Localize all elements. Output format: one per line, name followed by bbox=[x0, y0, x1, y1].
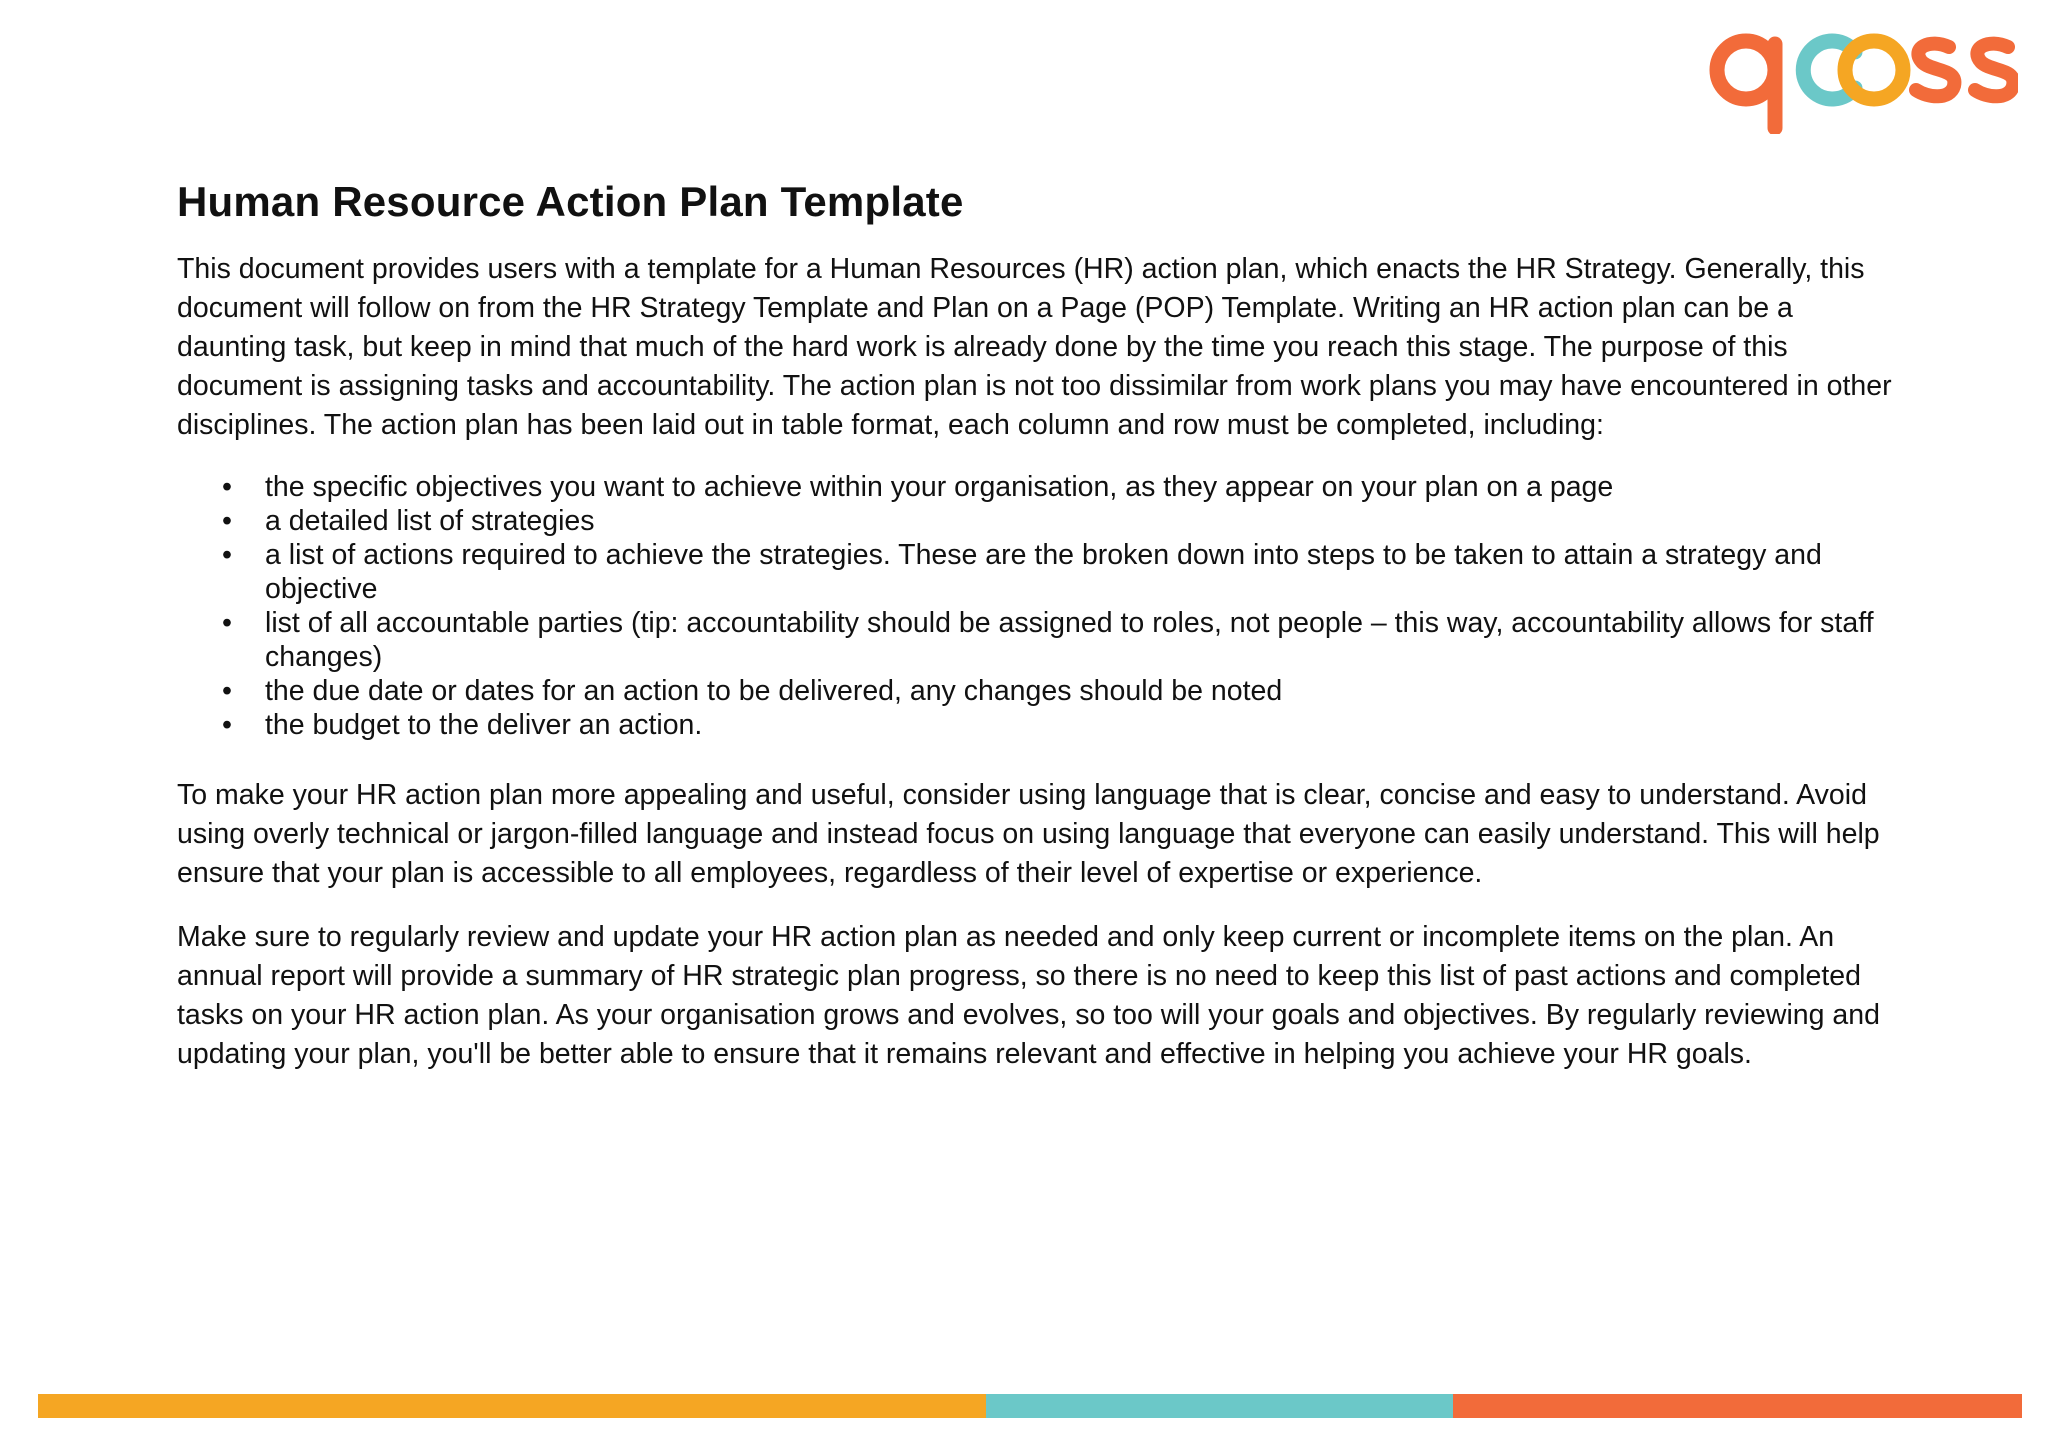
list-item-text: the budget to the deliver an action. bbox=[265, 709, 703, 741]
requirements-list bbox=[177, 470, 1897, 742]
list-item-text: a list of actions required to achieve the strategies. These are the broken down into steps to be taken to attain a strategy and objective bbox=[265, 539, 1822, 605]
intro-paragraph: This document provides users with a template for a Human Resources (HR) action plan, which enacts the HR Strategy. Generally, this document will follow on from the HR Strategy Template and Plan on a Page (POP) Template. Writing an HR action plan can be a daunting task, but keep in mind that much of the hard work is already done by the time you reach this stage. The purpose of this document is assigning tasks and accountability. The action plan is not too dissimilar from work plans you may have encountered in other disciplines. The action plan has been laid out in table format, each column and row must be completed, including: bbox=[177, 253, 1892, 441]
list-item bbox=[177, 504, 1897, 538]
list-item bbox=[177, 674, 1897, 708]
bullet-icon: • bbox=[222, 471, 232, 503]
footer-bar-segment-coral bbox=[1453, 1394, 2022, 1418]
logo-letter-o bbox=[1845, 41, 1903, 99]
list-item bbox=[177, 538, 1897, 606]
footer-color-bar bbox=[38, 1394, 2022, 1418]
list-item bbox=[177, 470, 1897, 504]
bullet-icon: • bbox=[222, 709, 232, 741]
list-item bbox=[177, 708, 1897, 742]
logo-letter-s1 bbox=[1916, 44, 1954, 97]
bullet-icon: • bbox=[222, 607, 232, 639]
bullet-icon: • bbox=[222, 505, 232, 537]
bullet-icon: • bbox=[222, 675, 232, 707]
qcoss-logo-graphic bbox=[1708, 30, 2018, 134]
list-item-text: the specific objectives you want to achieve within your organisation, as they appear on your plan on a page bbox=[265, 471, 1614, 503]
review-paragraph: Make sure to regularly review and update your HR action plan as needed and only keep current or incomplete items on the plan. An annual report will provide a summary of HR strategic plan progress, so there is no need to keep this list of past actions and completed tasks on your HR action plan. As your organisation grows and evolves, so too will your goals and objectives. By regularly reviewing and updating your plan, you'll be better able to ensure that it remains relevant and effective in helping you achieve your HR goals. bbox=[177, 921, 1880, 1070]
logo-letter-s2 bbox=[1975, 44, 2013, 97]
language-paragraph: To make your HR action plan more appealing and useful, consider using language that is clear, concise and easy to understand. Avoid using overly technical or jargon-filled language and instead focus on using language that everyone can easily understand. This will help ensure that your plan is accessible to all employees, regardless of their level of expertise or experience. bbox=[177, 779, 1880, 889]
list-item-text: the due date or dates for an action to be delivered, any changes should be noted bbox=[265, 675, 1283, 707]
footer-bar-segment-orange bbox=[38, 1394, 986, 1418]
list-item-text: list of all accountable parties (tip: accountability should be assigned to roles, not people – this way, accountability allows for staff changes) bbox=[265, 607, 1874, 673]
bullet-icon: • bbox=[222, 539, 232, 571]
logo-letter-q bbox=[1717, 41, 1775, 99]
footer-bar-segment-teal bbox=[986, 1394, 1452, 1418]
list-item-text: a detailed list of strategies bbox=[265, 505, 595, 537]
qcoss-logo bbox=[1708, 30, 2018, 134]
list-item bbox=[177, 606, 1897, 674]
document-body bbox=[177, 172, 1897, 1074]
page-title: Human Resource Action Plan Template bbox=[177, 178, 964, 225]
